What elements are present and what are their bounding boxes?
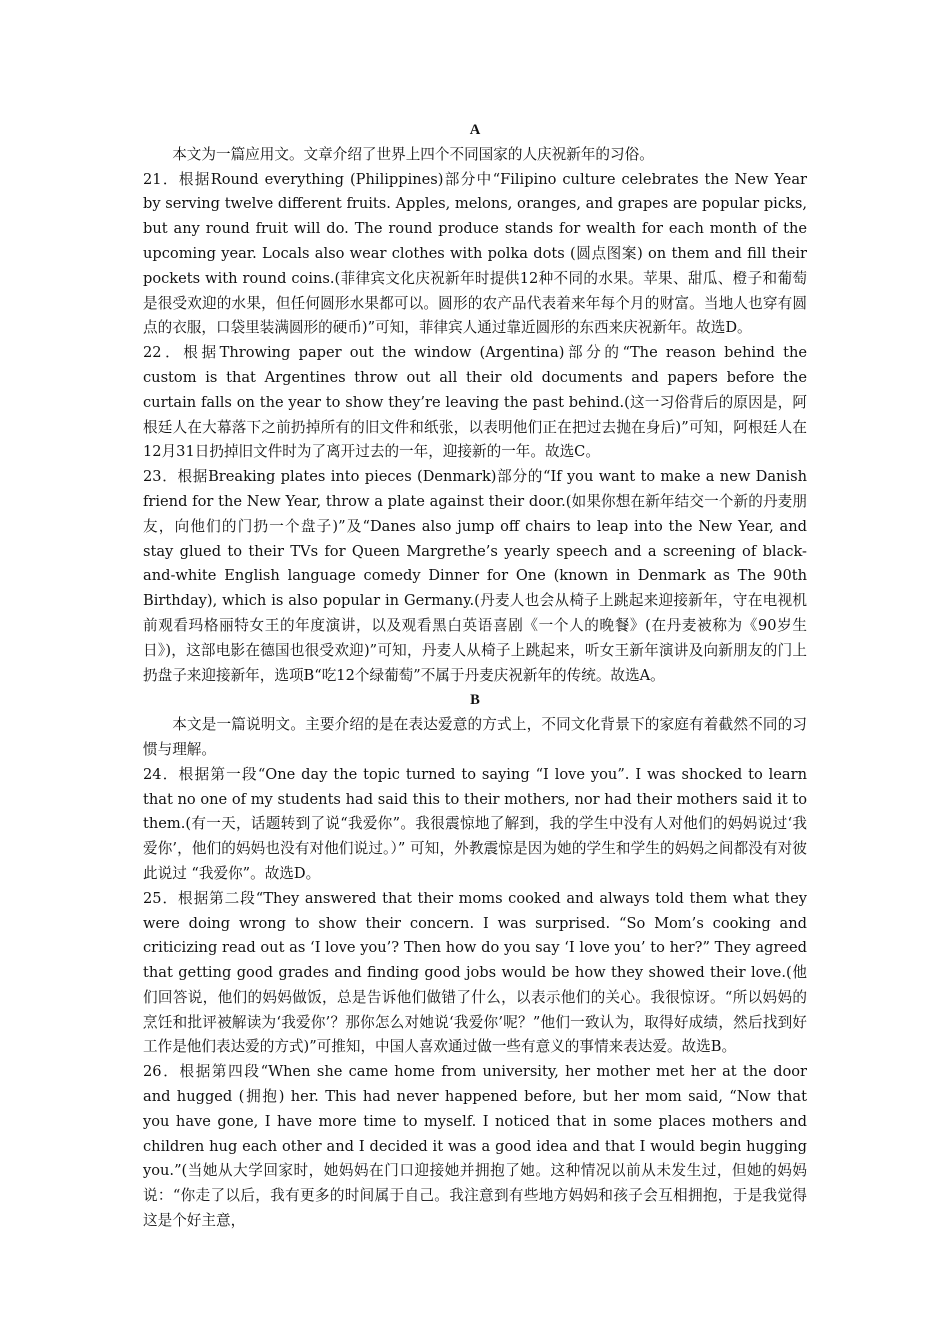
answer-23: 23．根据Breaking plates into pieces (Denmark)部分的“If you want to make a new Danish friend for the New Year, throw a plate against their door.(如果你想在新年结交一个新的丹麦朋友，向他们的门扔一个盘子)”及“Danes also jump off chairs to leap into the New Year, and stay glued to their TVs for Queen Margrethe’s yearly speech and a screening of black-and-white English language comedy Dinner for One (known in Denmark as The 90th Birthday), which is also popular in Germany.(丹麦人也会从椅子上跳起来迎接新年，守在电视机前观看玛格丽特女王的年度演讲，以及观看黑白英语喜剧《一个人的晚餐》(在丹麦被称为《90岁生日》)，这部电影在德国也很受欢迎)”可知，丹麦人从椅子上跳起来，听女王新年演讲及向新朋友的门上扔盘子来迎接新年，选项B“吃12个绿葡萄”不属于丹麦庆祝新年的传统。故选A。	[143, 468, 807, 684]
section-b-intro: 本文是一篇说明文。主要介绍的是在表达爱意的方式上，不同文化背景下的家庭有着截然不同的习惯与理解。	[143, 716, 807, 758]
section-a-intro: 本文为一篇应用文。文章介绍了世界上四个不同国家的人庆祝新年的习俗。	[172, 145, 654, 163]
answer-21: 21．根据Round everything (Philippines)部分中“Filipino culture celebrates the New Year by serving twelve different fruits. Apples, melons, oranges, and grapes are popular picks, but any round fruit will do. The round produce stands for wealth for each month of the upcoming year. Locals also wear clothes with polka dots (圆点图案) on them and fill their pockets with round coins.(菲律宾文化庆祝新年时提供12种不同的水果。苹果、甜瓜、橙子和葡萄是很受欢迎的水果，但任何圆形水果都可以。圆形的农产品代表着来年每个月的财富。当地人也穿有圆点的衣服，口袋里装满圆形的硬币)”可知，菲律宾人通过靠近圆形的东西来庆祝新年。故选D。	[143, 170, 807, 337]
section-a-heading: A	[469, 122, 481, 138]
answer-25: 25．根据第二段“They answered that their moms cooked and always told them what they were doing wrong to show their concern. I was surprised. “So Mom’s cooking and criticizing read out as ‘I love you’? Then how do you say ‘I love you’ to her?” They agreed that getting good grades and finding good jobs would be how they showed their love.(他们回答说，他们的妈妈做饭，总是告诉他们做错了什么，以表示他们的关心。我很惊讶。“所以妈妈的烹饪和批评被解读为‘我爱你’？那你怎么对她说‘我爱你’呢？”他们一致认为，取得好成绩，然后找到好工作是他们表达爱的方式)”可推知，中国人喜欢通过做一些有意义的事情来表达爱。故选B。	[143, 889, 807, 1056]
answer-22: 22．根据Throwing paper out the window (Argentina)部分的“The reason behind the custom is that Argentines throw out all their old documents and papers before the curtain falls on the year to show they’re leaving the past behind.(这一习俗背后的原因是，阿根廷人在大幕落下之前扔掉所有的旧文件和纸张，以表明他们正在把过去抛在身后)”可知，阿根廷人在12月31日扔掉旧文件时为了离开过去的一年，迎接新的一年。故选C。	[143, 344, 807, 461]
answer-24: 24．根据第一段“One day the topic turned to saying “I love you”. I was shocked to learn that no one of my students had said this to their mothers, nor had their mothers said it to them.(有一天，话题转到了说“我爱你”。我很震惊地了解到，我的学生中没有人对他们的妈妈说过‘我爱你’，他们的妈妈也没有对他们说过。）” 可知，外教震惊是因为她的学生和学生的妈妈之间都没有对彼此说过 “我爱你”。故选D。	[143, 765, 807, 882]
section-b-heading: B	[470, 692, 480, 709]
answer-explanation-page	[143, 118, 807, 1234]
answer-26: 26．根据第四段“When she came home from university, her mother met her at the door and hugged (拥抱) her. This had never happened before, but her mom said, “Now that you have gone, I have more time to myself. I noticed that in some places mothers and children hug each other and I decided it was a good idea and that I would begin hugging you.”(当她从大学回家时，她妈妈在门口迎接她并拥抱了她。这种情况以前从未发生过，但她的妈妈说：“你走了以后，我有更多的时间属于自己。我注意到有些地方妈妈和孩子会互相拥抱，于是我觉得这是个好主意，	[143, 1063, 807, 1230]
